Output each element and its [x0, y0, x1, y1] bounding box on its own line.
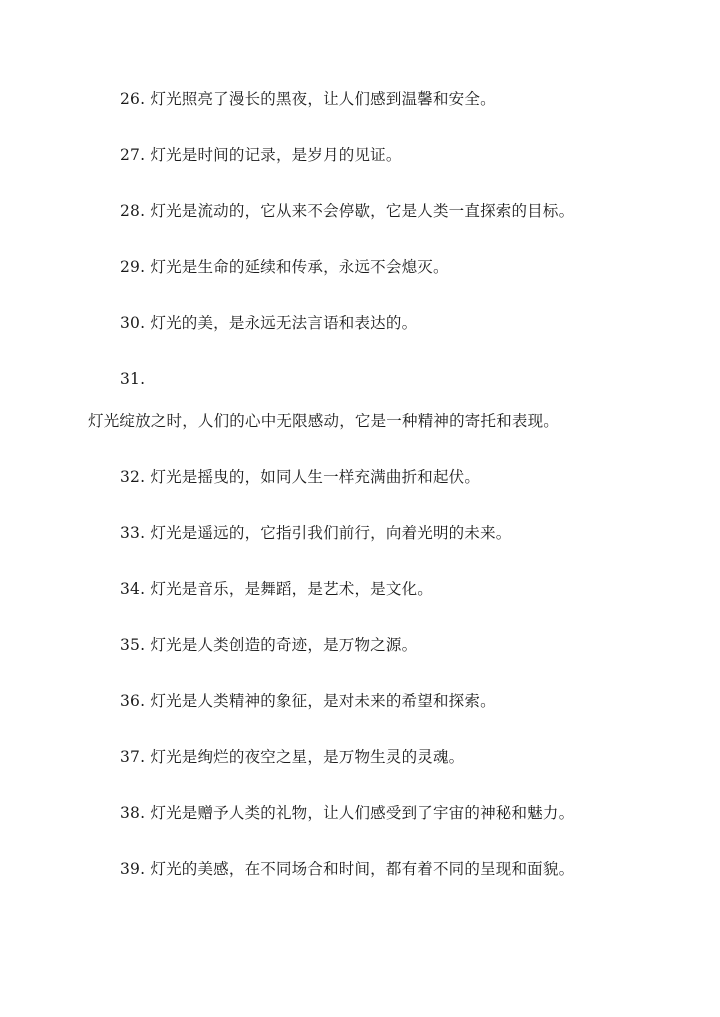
sentence-31-text: 灯光绽放之时，人们的心中无限感动，它是一种精神的寄托和表现。 — [88, 412, 560, 430]
sentence-35: 35. 灯光是人类创造的奇迹，是万物之源。 — [120, 636, 418, 654]
sentence-30: 30. 灯光的美，是永远无法言语和表达的。 — [120, 314, 418, 332]
sentence-26: 26. 灯光照亮了漫长的黑夜，让人们感到温馨和安全。 — [120, 90, 496, 108]
sentence-29: 29. 灯光是生命的延续和传承，永远不会熄灭。 — [120, 258, 449, 276]
sentence-34: 34. 灯光是音乐，是舞蹈，是艺术，是文化。 — [120, 580, 433, 598]
sentence-32: 32. 灯光是摇曳的，如同人生一样充满曲折和起伏。 — [120, 468, 481, 486]
sentence-39: 39. 灯光的美感，在不同场合和时间，都有着不同的呈现和面貌。 — [120, 860, 575, 878]
sentence-33: 33. 灯光是遥远的，它指引我们前行，向着光明的未来。 — [120, 524, 512, 542]
sentence-38: 38. 灯光是赠予人类的礼物，让人们感受到了宇宙的神秘和魅力。 — [120, 804, 575, 822]
sentence-28: 28. 灯光是流动的，它从来不会停歇，它是人类一直探索的目标。 — [120, 202, 575, 220]
sentence-31-number: 31. — [120, 370, 146, 388]
sentence-36: 36. 灯光是人类精神的象征，是对未来的希望和探索。 — [120, 692, 496, 710]
sentence-27: 27. 灯光是时间的记录，是岁月的见证。 — [120, 146, 402, 164]
sentence-37: 37. 灯光是绚烂的夜空之星，是万物生灵的灵魂。 — [120, 748, 465, 766]
